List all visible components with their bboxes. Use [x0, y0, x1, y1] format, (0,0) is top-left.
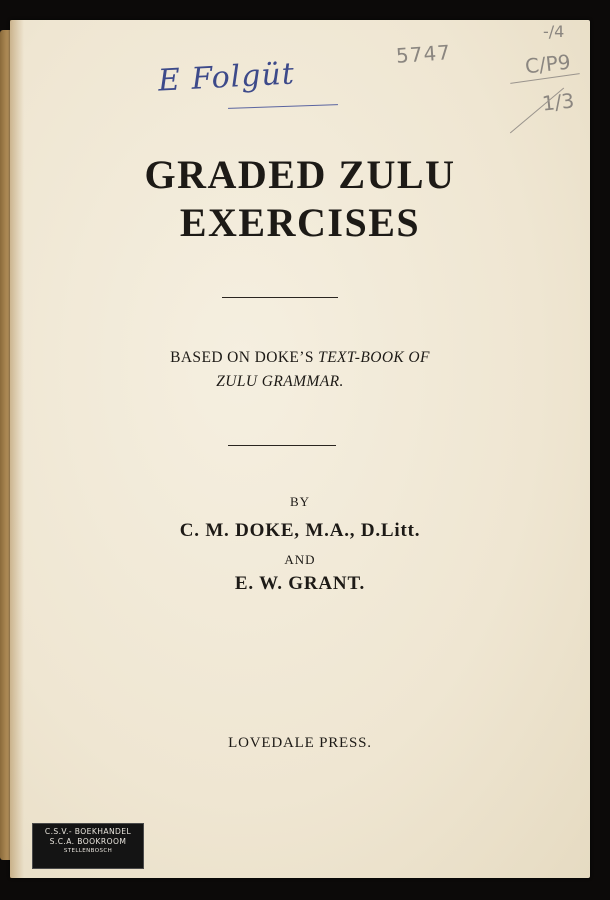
bookseller-stamp — [32, 823, 144, 869]
divider-1 — [222, 297, 338, 298]
and-label: AND — [284, 552, 316, 567]
catalog-number: 5747 — [395, 40, 452, 68]
author-1: C. M. DOKE, M.A., D.Litt. — [179, 520, 421, 541]
stamp-line-1: C.S.V.- BOEKHANDEL — [44, 827, 132, 836]
by-label: BY — [289, 494, 311, 509]
pencil-note-top: -/4 — [543, 22, 565, 41]
based-on-title-part-2: ZULU GRAMMAR. — [216, 373, 344, 390]
pencil-note-price: 1/3 — [540, 88, 576, 116]
owner-signature: E Folgüt — [157, 56, 296, 99]
book-title-line-2: EXERCISES — [179, 200, 421, 245]
stamp-line-3: STELLENBOSCH — [63, 848, 113, 854]
publisher: LOVEDALE PRESS. — [228, 735, 372, 751]
stamp-line-2: S.C.A. BOOKROOM — [49, 837, 127, 846]
book-title-line-1: GRADED ZULU — [144, 152, 456, 197]
based-on-title-part-1: TEXT-BOOK OF — [318, 349, 430, 366]
based-on-line-1 — [10, 346, 590, 370]
based-on-line-2 — [0, 370, 570, 394]
page-gutter-shadow — [10, 20, 24, 878]
title-page — [10, 20, 590, 878]
based-on-prefix: BASED ON DOKE’S — [170, 349, 314, 366]
divider-2 — [228, 445, 336, 446]
pencil-note-code: C/P9 — [523, 49, 572, 79]
signature-underline — [228, 104, 338, 109]
author-2: E. W. GRANT. — [234, 573, 366, 594]
